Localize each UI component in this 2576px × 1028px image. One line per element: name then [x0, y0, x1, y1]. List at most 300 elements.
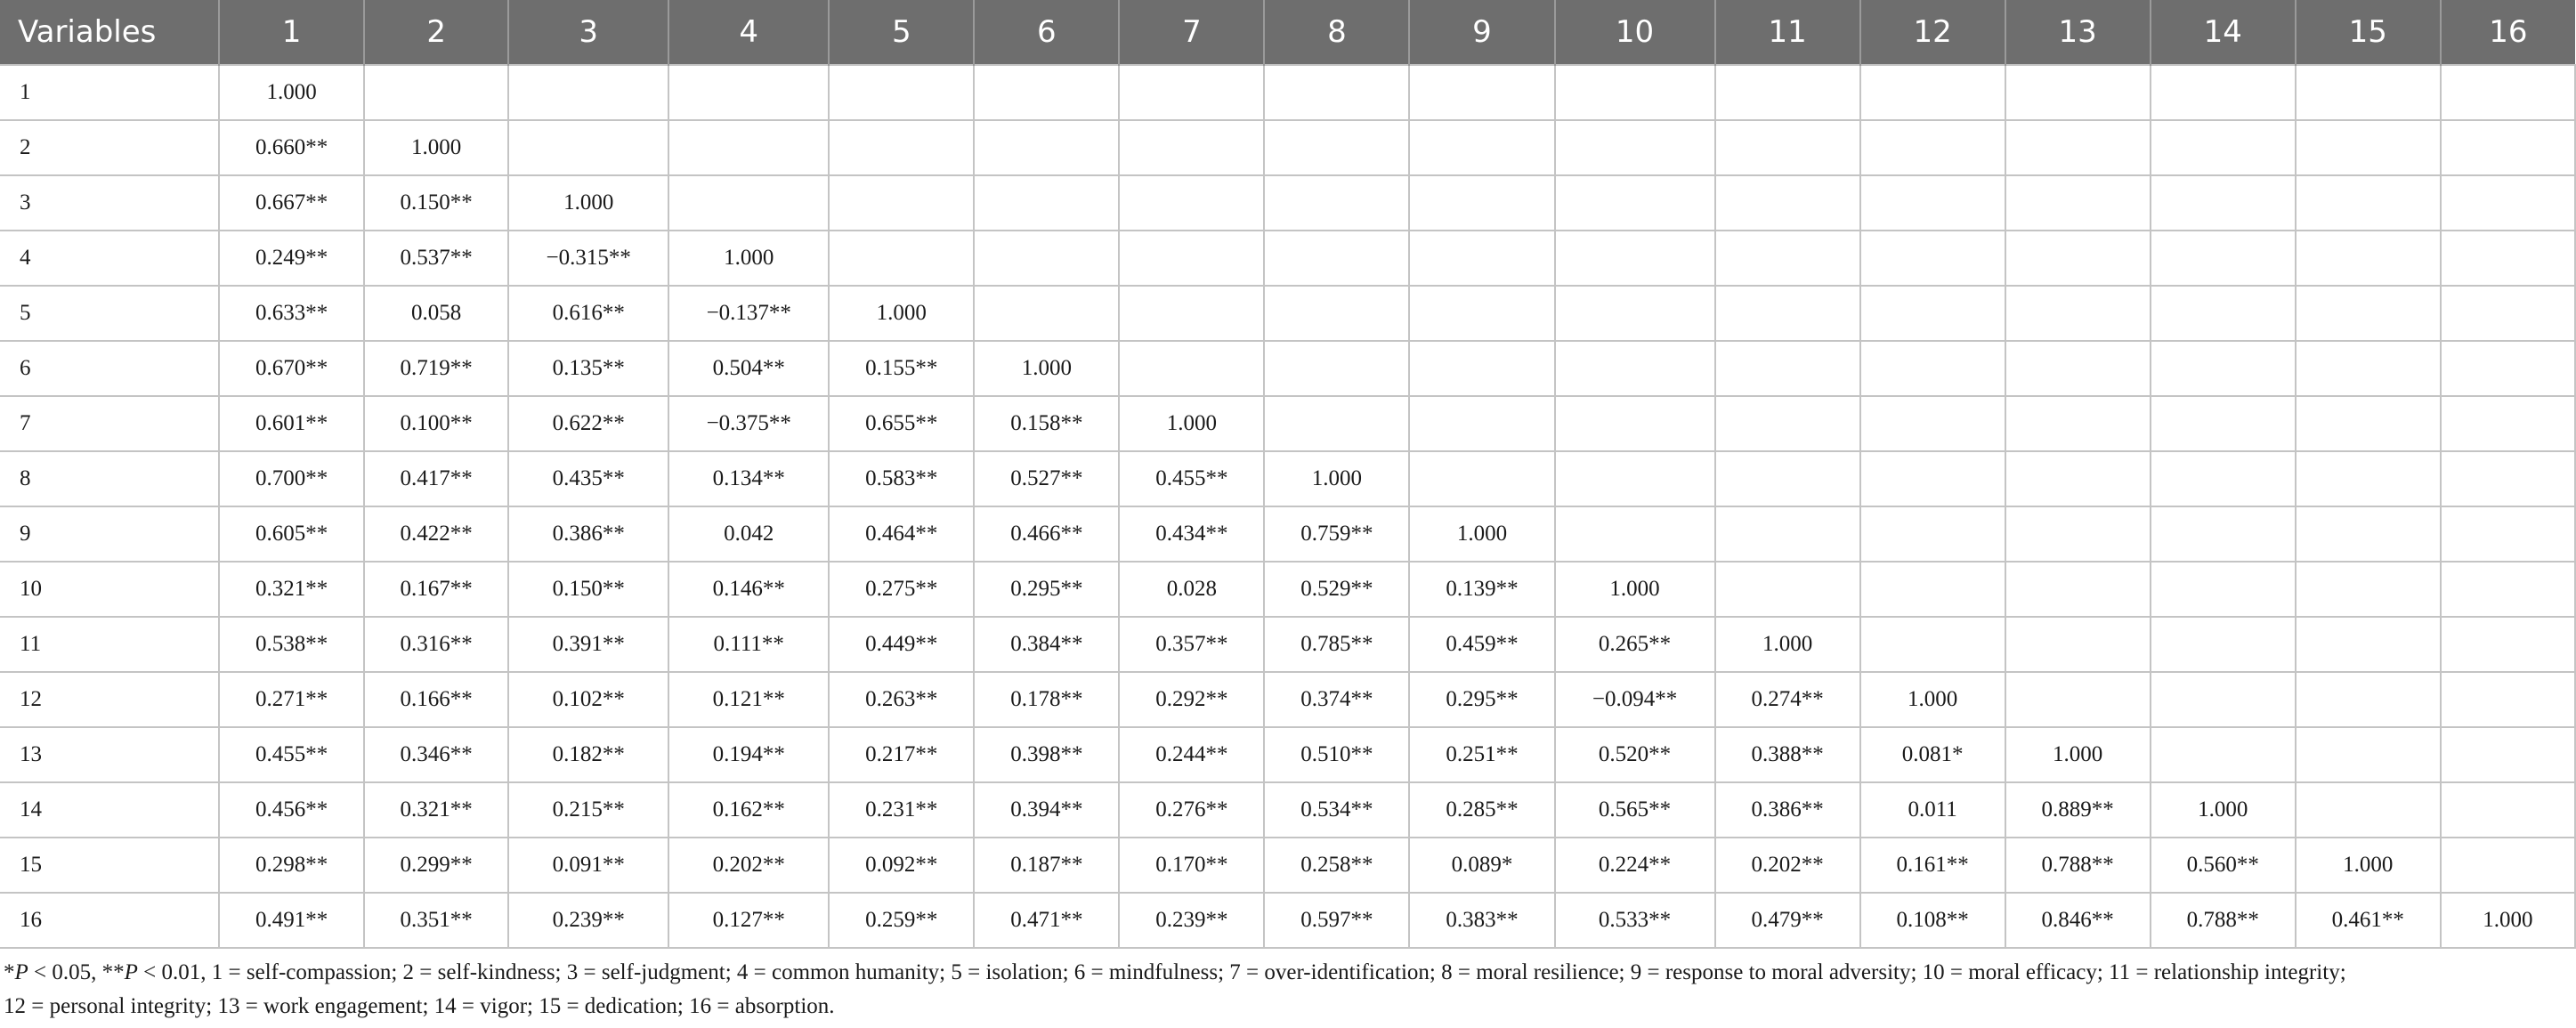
table-cell: 0.251**: [1409, 727, 1554, 782]
table-cell: [2296, 782, 2441, 838]
header-col-15: 15: [2296, 0, 2441, 65]
table-cell: −0.094**: [1555, 672, 1715, 727]
row-variable-label: 7: [0, 396, 219, 451]
table-cell: 0.316**: [364, 617, 508, 672]
footnote-text: < 0.01, 1 = self-compassion; 2 = self-kindness; 3 = self-judgment; 4 = common humanity; 5 = isolation; 6 = mindfulness; 7 = over-identification; 8 = moral resilience; 9 = response to moral adversity; 10 = moral efficacy; 11 = relationship integrity;: [137, 960, 2346, 984]
table-cell: [1264, 120, 1409, 175]
table-cell: 0.537**: [364, 231, 508, 286]
table-cell: [2005, 562, 2151, 617]
table-row: [0, 838, 2575, 893]
header-col-1: 1: [219, 0, 364, 65]
table-cell: 0.464**: [829, 506, 974, 562]
table-cell: 0.391**: [508, 617, 668, 672]
footnote-line-1: [4, 956, 2549, 990]
table-cell: [668, 175, 829, 231]
table-cell: 0.597**: [1264, 893, 1409, 948]
table-cell: 0.605**: [219, 506, 364, 562]
header-col-11: 11: [1715, 0, 1860, 65]
table-row: [0, 231, 2575, 286]
table-row: [0, 341, 2575, 396]
table-cell: 1.000: [1119, 396, 1264, 451]
table-cell: 0.127**: [668, 893, 829, 948]
table-cell: [2296, 120, 2441, 175]
header-variables: Variables: [0, 0, 219, 65]
table-cell: 0.889**: [2005, 782, 2151, 838]
row-variable-label: 2: [0, 120, 219, 175]
table-cell: 0.455**: [219, 727, 364, 782]
header-row: [0, 0, 2575, 65]
table-cell: 0.202**: [668, 838, 829, 893]
table-cell: 0.417**: [364, 451, 508, 506]
table-cell: [2441, 231, 2575, 286]
table-cell: [2296, 672, 2441, 727]
table-footnote: [0, 949, 2549, 1024]
table-cell: 0.374**: [1264, 672, 1409, 727]
table-cell: 0.150**: [508, 562, 668, 617]
table-cell: 0.298**: [219, 838, 364, 893]
table-cell: 0.042: [668, 506, 829, 562]
table-cell: 1.000: [668, 231, 829, 286]
table-cell: [2151, 396, 2296, 451]
table-cell: 0.167**: [364, 562, 508, 617]
table-cell: −0.375**: [668, 396, 829, 451]
row-variable-label: 15: [0, 838, 219, 893]
table-cell: 0.108**: [1860, 893, 2005, 948]
table-cell: 0.471**: [974, 893, 1119, 948]
table-cell: [2005, 451, 2151, 506]
table-cell: [2296, 562, 2441, 617]
table-cell: 0.285**: [1409, 782, 1554, 838]
table-cell: [2441, 175, 2575, 231]
row-variable-label: 16: [0, 893, 219, 948]
table-cell: [1715, 562, 1860, 617]
table-cell: [2441, 562, 2575, 617]
table-cell: [1264, 341, 1409, 396]
table-cell: 0.295**: [1409, 672, 1554, 727]
row-variable-label: 14: [0, 782, 219, 838]
header-col-16: 16: [2441, 0, 2575, 65]
table-cell: [2151, 617, 2296, 672]
table-cell: [1119, 175, 1264, 231]
table-cell: 1.000: [1555, 562, 1715, 617]
table-cell: [1409, 451, 1554, 506]
table-cell: 0.491**: [219, 893, 364, 948]
table-cell: [1555, 286, 1715, 341]
table-cell: [1264, 65, 1409, 120]
table-cell: [2151, 727, 2296, 782]
table-cell: 1.000: [2005, 727, 2151, 782]
table-cell: 0.388**: [1715, 727, 1860, 782]
table-cell: [2005, 231, 2151, 286]
header-col-14: 14: [2151, 0, 2296, 65]
table-cell: 0.135**: [508, 341, 668, 396]
table-cell: [2005, 396, 2151, 451]
table-cell: [1715, 451, 1860, 506]
table-cell: 0.459**: [1409, 617, 1554, 672]
table-cell: 1.000: [219, 65, 364, 120]
table-cell: 0.788**: [2005, 838, 2151, 893]
table-cell: [974, 65, 1119, 120]
table-cell: 0.357**: [1119, 617, 1264, 672]
table-body: [0, 65, 2575, 948]
table-cell: 0.100**: [364, 396, 508, 451]
table-cell: 0.846**: [2005, 893, 2151, 948]
table-cell: [1715, 175, 1860, 231]
table-cell: 1.000: [829, 286, 974, 341]
table-cell: 0.583**: [829, 451, 974, 506]
table-cell: [1264, 175, 1409, 231]
header-col-6: 6: [974, 0, 1119, 65]
table-row: [0, 672, 2575, 727]
table-cell: 0.670**: [219, 341, 364, 396]
table-cell: [2441, 341, 2575, 396]
table-cell: [2441, 396, 2575, 451]
table-cell: 0.271**: [219, 672, 364, 727]
table-cell: [2151, 65, 2296, 120]
table-row: [0, 65, 2575, 120]
table-cell: 0.146**: [668, 562, 829, 617]
table-cell: 0.321**: [219, 562, 364, 617]
table-cell: 0.089*: [1409, 838, 1554, 893]
table-cell: [1860, 65, 2005, 120]
row-variable-label: 1: [0, 65, 219, 120]
table-cell: [2005, 617, 2151, 672]
table-cell: [2151, 120, 2296, 175]
table-cell: [1264, 286, 1409, 341]
table-cell: 0.102**: [508, 672, 668, 727]
table-cell: 0.719**: [364, 341, 508, 396]
table-cell: 0.263**: [829, 672, 974, 727]
header-col-5: 5: [829, 0, 974, 65]
table-cell: [1409, 396, 1554, 451]
table-cell: [1715, 341, 1860, 396]
table-cell: 0.258**: [1264, 838, 1409, 893]
table-cell: 0.633**: [219, 286, 364, 341]
table-cell: 1.000: [2441, 893, 2575, 948]
table-cell: [2296, 175, 2441, 231]
table-cell: [829, 120, 974, 175]
row-variable-label: 13: [0, 727, 219, 782]
table-cell: 1.000: [1715, 617, 1860, 672]
table-cell: 0.434**: [1119, 506, 1264, 562]
table-cell: [1715, 286, 1860, 341]
table-cell: 0.422**: [364, 506, 508, 562]
table-cell: [668, 120, 829, 175]
table-cell: [974, 231, 1119, 286]
table-cell: 0.785**: [1264, 617, 1409, 672]
table-cell: [2151, 451, 2296, 506]
table-cell: [1409, 120, 1554, 175]
table-cell: 1.000: [1860, 672, 2005, 727]
table-cell: 0.275**: [829, 562, 974, 617]
table-cell: 0.231**: [829, 782, 974, 838]
table-cell: [2296, 451, 2441, 506]
table-cell: [1119, 65, 1264, 120]
table-cell: 0.166**: [364, 672, 508, 727]
table-cell: 0.456**: [219, 782, 364, 838]
table-cell: 1.000: [1264, 451, 1409, 506]
table-cell: 0.224**: [1555, 838, 1715, 893]
table-cell: 0.616**: [508, 286, 668, 341]
table-cell: 0.510**: [1264, 727, 1409, 782]
header-col-2: 2: [364, 0, 508, 65]
table-cell: 0.394**: [974, 782, 1119, 838]
table-cell: [829, 231, 974, 286]
table-cell: 0.667**: [219, 175, 364, 231]
table-cell: 0.622**: [508, 396, 668, 451]
table-cell: [1555, 120, 1715, 175]
table-cell: 0.384**: [974, 617, 1119, 672]
table-cell: 0.788**: [2151, 893, 2296, 948]
table-cell: 0.162**: [668, 782, 829, 838]
table-cell: 0.299**: [364, 838, 508, 893]
row-variable-label: 4: [0, 231, 219, 286]
table-cell: [2441, 727, 2575, 782]
table-cell: 0.259**: [829, 893, 974, 948]
row-variable-label: 6: [0, 341, 219, 396]
footnote-line-2: 12 = personal integrity; 13 = work engagement; 14 = vigor; 15 = dedication; 16 = absorption.: [4, 994, 835, 1018]
table-cell: 0.295**: [974, 562, 1119, 617]
table-row: [0, 451, 2575, 506]
table-cell: [2005, 65, 2151, 120]
table-cell: 1.000: [364, 120, 508, 175]
table-cell: [2296, 617, 2441, 672]
table-cell: 0.011: [1860, 782, 2005, 838]
table-cell: [508, 120, 668, 175]
table-cell: 0.202**: [1715, 838, 1860, 893]
table-cell: 0.239**: [508, 893, 668, 948]
header-col-3: 3: [508, 0, 668, 65]
table-cell: [1715, 120, 1860, 175]
table-cell: [1119, 341, 1264, 396]
table-cell: 0.182**: [508, 727, 668, 782]
header-col-7: 7: [1119, 0, 1264, 65]
table-row: [0, 782, 2575, 838]
table-cell: [2441, 672, 2575, 727]
table-cell: 0.239**: [1119, 893, 1264, 948]
table-cell: [1860, 341, 2005, 396]
table-cell: [1860, 175, 2005, 231]
header-col-10: 10: [1555, 0, 1715, 65]
table-cell: [829, 175, 974, 231]
table-cell: [2151, 231, 2296, 286]
table-cell: [2005, 120, 2151, 175]
row-variable-label: 9: [0, 506, 219, 562]
table-cell: 0.386**: [1715, 782, 1860, 838]
footnote-p-symbol: P: [14, 960, 28, 984]
table-cell: 1.000: [974, 341, 1119, 396]
table-cell: [2151, 672, 2296, 727]
table-cell: [1860, 617, 2005, 672]
table-cell: 0.058: [364, 286, 508, 341]
table-row: [0, 286, 2575, 341]
table-cell: [1860, 231, 2005, 286]
table-cell: 0.150**: [364, 175, 508, 231]
table-cell: [974, 175, 1119, 231]
table-cell: 0.244**: [1119, 727, 1264, 782]
row-variable-label: 12: [0, 672, 219, 727]
table-cell: 0.292**: [1119, 672, 1264, 727]
table-cell: [1715, 506, 1860, 562]
header-col-9: 9: [1409, 0, 1554, 65]
table-cell: 0.217**: [829, 727, 974, 782]
table-cell: [2296, 231, 2441, 286]
table-cell: 0.529**: [1264, 562, 1409, 617]
header-col-13: 13: [2005, 0, 2151, 65]
table-row: [0, 727, 2575, 782]
table-cell: [1860, 396, 2005, 451]
table-row: [0, 562, 2575, 617]
table-cell: 0.660**: [219, 120, 364, 175]
table-cell: [1555, 175, 1715, 231]
table-cell: [1555, 451, 1715, 506]
table-cell: [2441, 120, 2575, 175]
table-cell: 0.265**: [1555, 617, 1715, 672]
row-variable-label: 10: [0, 562, 219, 617]
footnote-asterisk: *: [4, 960, 15, 984]
table-cell: [1860, 451, 2005, 506]
table-cell: [2005, 286, 2151, 341]
table-cell: [668, 65, 829, 120]
table-cell: [2296, 506, 2441, 562]
table-cell: 0.155**: [829, 341, 974, 396]
table-row: [0, 893, 2575, 948]
table-cell: 0.655**: [829, 396, 974, 451]
table-cell: 0.565**: [1555, 782, 1715, 838]
table-cell: [1409, 175, 1554, 231]
table-cell: [1860, 286, 2005, 341]
table-cell: −0.137**: [668, 286, 829, 341]
table-cell: [508, 65, 668, 120]
table-cell: 0.560**: [2151, 838, 2296, 893]
table-cell: [2296, 396, 2441, 451]
table-cell: 0.538**: [219, 617, 364, 672]
table-cell: [1555, 396, 1715, 451]
table-cell: [1860, 562, 2005, 617]
table-cell: −0.315**: [508, 231, 668, 286]
table-cell: 0.092**: [829, 838, 974, 893]
table-cell: 0.759**: [1264, 506, 1409, 562]
table-cell: [974, 286, 1119, 341]
table-cell: [1264, 231, 1409, 286]
table-cell: 0.091**: [508, 838, 668, 893]
table-cell: 0.527**: [974, 451, 1119, 506]
table-cell: 0.161**: [1860, 838, 2005, 893]
table-cell: 0.466**: [974, 506, 1119, 562]
table-cell: 0.520**: [1555, 727, 1715, 782]
table-cell: 0.504**: [668, 341, 829, 396]
table-cell: 0.134**: [668, 451, 829, 506]
table-cell: 0.700**: [219, 451, 364, 506]
table-cell: [2005, 506, 2151, 562]
table-cell: [2296, 65, 2441, 120]
table-cell: 0.194**: [668, 727, 829, 782]
table-cell: [2296, 727, 2441, 782]
table-cell: [1409, 286, 1554, 341]
row-variable-label: 8: [0, 451, 219, 506]
table-cell: [2005, 341, 2151, 396]
table-cell: [1119, 231, 1264, 286]
table-cell: 0.028: [1119, 562, 1264, 617]
table-cell: 0.249**: [219, 231, 364, 286]
table-cell: 0.121**: [668, 672, 829, 727]
table-cell: [2296, 341, 2441, 396]
table-cell: 0.274**: [1715, 672, 1860, 727]
table-row: [0, 120, 2575, 175]
table-cell: [1715, 65, 1860, 120]
header-col-4: 4: [668, 0, 829, 65]
table-cell: [2005, 175, 2151, 231]
table-cell: [829, 65, 974, 120]
table-cell: 0.158**: [974, 396, 1119, 451]
table-cell: 1.000: [2296, 838, 2441, 893]
table-cell: 0.534**: [1264, 782, 1409, 838]
table-cell: [1555, 341, 1715, 396]
header-col-8: 8: [1264, 0, 1409, 65]
table-cell: 0.178**: [974, 672, 1119, 727]
table-cell: 0.435**: [508, 451, 668, 506]
table-cell: [2151, 562, 2296, 617]
table-row: [0, 506, 2575, 562]
row-variable-label: 5: [0, 286, 219, 341]
table-cell: 0.346**: [364, 727, 508, 782]
table-row: [0, 175, 2575, 231]
table-cell: 0.081*: [1860, 727, 2005, 782]
table-cell: [2441, 782, 2575, 838]
table-cell: [2441, 617, 2575, 672]
table-cell: [2441, 65, 2575, 120]
table-cell: [1555, 506, 1715, 562]
table-cell: 0.386**: [508, 506, 668, 562]
table-cell: [2296, 286, 2441, 341]
row-variable-label: 3: [0, 175, 219, 231]
table-cell: [2441, 286, 2575, 341]
table-cell: 0.461**: [2296, 893, 2441, 948]
table-cell: [2441, 506, 2575, 562]
table-cell: [1264, 396, 1409, 451]
table-cell: 0.321**: [364, 782, 508, 838]
table-cell: [2441, 451, 2575, 506]
table-cell: 0.351**: [364, 893, 508, 948]
table-cell: [1409, 65, 1554, 120]
table-row: [0, 617, 2575, 672]
table-cell: [1715, 231, 1860, 286]
table-cell: [2151, 175, 2296, 231]
table-cell: 0.455**: [1119, 451, 1264, 506]
footnote-text: < 0.05, **: [28, 960, 125, 984]
table-cell: [1860, 120, 2005, 175]
table-header: [0, 0, 2575, 65]
table-cell: [1555, 231, 1715, 286]
table-cell: [2005, 672, 2151, 727]
table-cell: 0.398**: [974, 727, 1119, 782]
table-cell: [1555, 65, 1715, 120]
table-cell: 0.139**: [1409, 562, 1554, 617]
table-cell: [1860, 506, 2005, 562]
table-cell: 0.479**: [1715, 893, 1860, 948]
table-cell: [364, 65, 508, 120]
table-cell: 0.170**: [1119, 838, 1264, 893]
footnote-p-symbol: P: [124, 960, 138, 984]
table-cell: 1.000: [2151, 782, 2296, 838]
table-cell: [974, 120, 1119, 175]
table-cell: [2151, 506, 2296, 562]
table-cell: [1409, 341, 1554, 396]
table-cell: [2151, 341, 2296, 396]
table-cell: 0.187**: [974, 838, 1119, 893]
table-row: [0, 396, 2575, 451]
table-cell: 0.383**: [1409, 893, 1554, 948]
